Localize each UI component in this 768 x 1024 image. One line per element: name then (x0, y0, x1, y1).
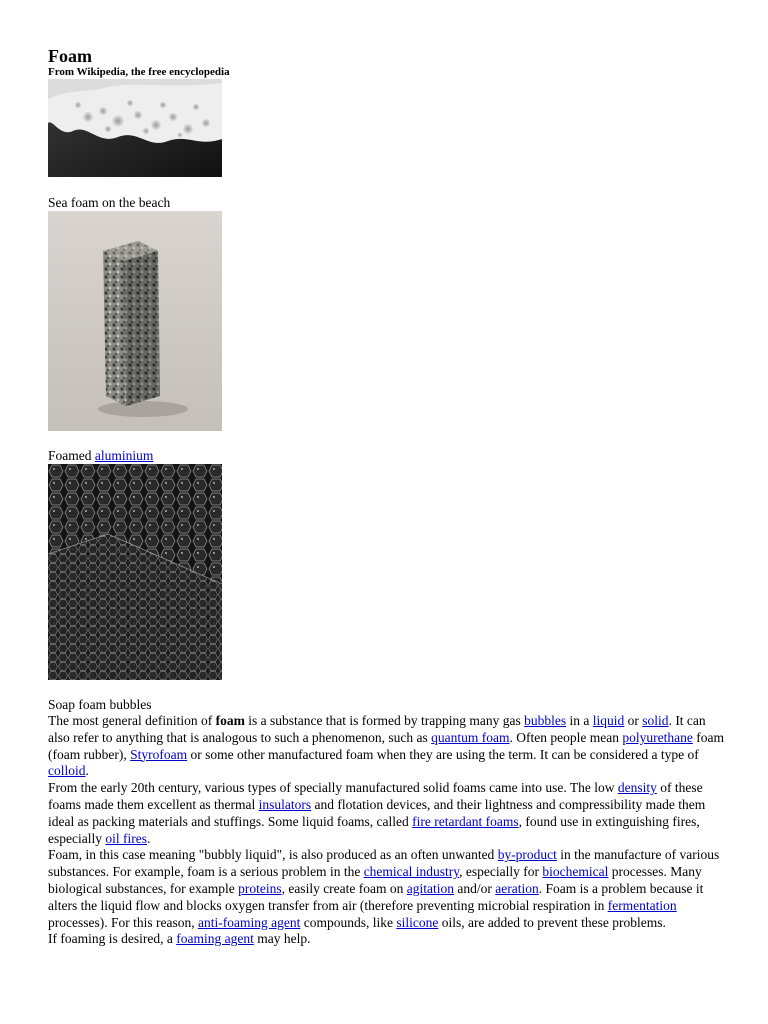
figure-caption-soap-foam (48, 696, 728, 713)
caption-text: Foamed (48, 448, 95, 463)
figure-caption-aluminium (48, 447, 728, 464)
chemical-industry-link[interactable]: chemical industry (363, 864, 460, 880)
caption-text: Soap foam bubbles (48, 697, 152, 712)
page-subtitle: From Wikipedia, the free encyclopedia (48, 66, 230, 78)
figure-sea-foam (48, 79, 728, 177)
text-run: , easily create foam on (281, 880, 407, 896)
text-run: From the early 20th century, various types of specially manufactured solid foams came into use. The low (48, 780, 618, 796)
text-run: , especially for (459, 864, 543, 880)
text-run: . It can also refer to anything that is analogous to such a phenomenon, such as (48, 713, 706, 745)
text-run: . (85, 763, 89, 779)
soap-foam-image (48, 464, 222, 680)
silicone-link[interactable]: silicone (396, 914, 439, 930)
oil-fires-link[interactable]: oil fires (105, 830, 147, 846)
sea-foam-image (48, 79, 222, 177)
colloid-link[interactable]: colloid (48, 763, 86, 779)
aeration-link[interactable]: aeration (495, 880, 539, 896)
text-run: of these foams made them excellent as thermal (48, 780, 703, 812)
text-run: is a substance that is formed by trapping many gas (244, 713, 525, 728)
caption-text: Sea foam on the beach (48, 195, 171, 210)
text-run: . (146, 830, 151, 846)
text-run: may help. (253, 931, 311, 947)
paragraph-1 (48, 713, 728, 780)
insulators-link[interactable]: insulators (258, 796, 312, 812)
text-run: . Often people mean (509, 729, 623, 745)
text-run: processes). For this reason, (48, 914, 198, 930)
figure-soap-foam (48, 464, 728, 680)
figure-caption-sea-foam (48, 194, 728, 211)
text-run: and/or (454, 880, 496, 896)
text-run: compounds, like (300, 914, 397, 930)
aluminium-link[interactable]: aluminium (94, 448, 154, 463)
fire-retardant-foams-link[interactable]: fire retardant foams (412, 813, 519, 829)
text-run: Foam, in this case meaning "bubbly liquid", is also produced as an often unwanted (48, 847, 498, 863)
page-title: Foam (48, 46, 92, 66)
text-run: or some other manufactured foam when they are using the term. It can be considered a type of (187, 746, 699, 762)
text-run: . Foam is a problem because it alters the liquid flow and blocks oxygen transfer from air (therefore preventing microbial respiration in (48, 880, 704, 913)
figure-foamed-aluminium (48, 211, 728, 431)
text-run: in a (566, 713, 593, 728)
styrofoam-link[interactable]: Styrofoam (130, 746, 188, 762)
quantum-foam-link[interactable]: quantum foam (431, 729, 510, 745)
density-link[interactable]: density (617, 780, 657, 796)
agitation-link[interactable]: agitation (406, 880, 455, 896)
biochemical-link[interactable]: biochemical (542, 864, 609, 880)
foaming-agent-link[interactable]: foaming agent (176, 931, 254, 947)
paragraph-3 (48, 847, 728, 931)
article (48, 46, 728, 948)
anti-foaming-agent-link[interactable]: anti-foaming agent (197, 914, 301, 930)
text-run: oils, are added to prevent these problems. (438, 914, 666, 930)
fermentation-link[interactable]: fermentation (607, 897, 677, 913)
text-run: If foaming is desired, a (48, 931, 177, 947)
solid-link[interactable]: solid (642, 713, 669, 728)
text-run: foam (foam rubber), (48, 729, 724, 762)
article-body (48, 713, 728, 948)
bubbles-link[interactable]: bubbles (524, 713, 567, 728)
text-run: in the manufacture of various substances. For example, foam is a serious problem in the (48, 847, 720, 880)
foamed-aluminium-image (48, 211, 222, 431)
text-run: or (624, 713, 643, 728)
text-run: and flotation devices, and their lightness and compressibility made them ideal as packing materials and stuffings. Some liquid foams, called (48, 796, 706, 829)
polyurethane-link[interactable]: polyurethane (622, 729, 693, 745)
proteins-link[interactable]: proteins (238, 880, 282, 896)
text-run: The most general definition of (48, 713, 216, 728)
text-run: processes. Many biological substances, for example (48, 864, 702, 896)
liquid-link[interactable]: liquid (592, 713, 625, 728)
paragraph-2 (48, 780, 728, 847)
paragraph-4 (48, 931, 728, 948)
by-product-link[interactable]: by-product (497, 847, 557, 863)
bold-term: foam (215, 713, 245, 728)
text-run: , found use in extinguishing fires, especially (48, 813, 700, 846)
